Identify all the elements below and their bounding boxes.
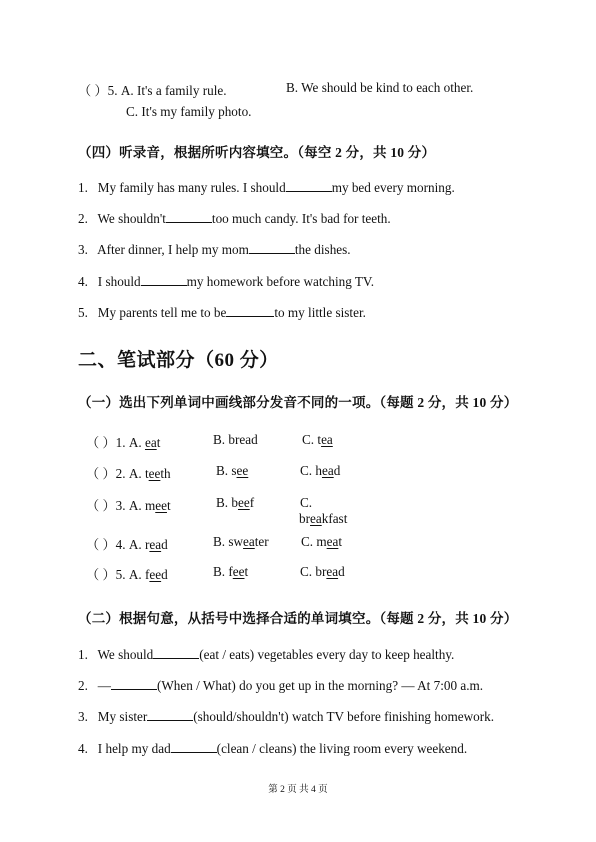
item-number: 3. [78,709,88,724]
word-part: th [160,466,171,481]
underlined-letters: ee [237,495,250,510]
pronunciation-row-3-option-c-word [299,511,347,527]
word-part: B. b [216,495,238,510]
answer-blank[interactable] [153,647,199,659]
section-4-title: （四）听录音，根据所听内容填空。（每空 2 分，共 10 分） [78,145,436,160]
word-part: d [338,564,345,579]
word-part: t [144,466,149,481]
item-number: 4. [78,274,88,289]
word-part: d [251,432,258,447]
word-part: C. h [300,463,322,478]
fill-item-4 [78,741,467,757]
item-text-before: My sister [97,709,148,724]
word-part: t [244,564,249,579]
answer-blank[interactable] [226,305,274,317]
word-part: ea [239,432,252,447]
pronunciation-row-3-option-a [86,495,171,514]
item-text-after: (clean / cleans) the living room every weekend. [216,741,468,756]
underlined-letters: ee [232,564,245,579]
pronunciation-row-4-option-c [301,534,342,550]
word-part: C. br [300,564,327,579]
item-text-after: (When / What) do you get up in the morning? — At 7:00 a.m. [156,678,484,693]
underlined-letters: ee [236,463,249,478]
row-number: （ ）2. A. [86,466,145,481]
item-number: 3. [78,242,88,257]
pronunciation-row-5-option-c [300,564,345,580]
pronunciation-row-1-option-c [302,432,333,448]
underlined-letters: ea [326,564,339,579]
word-part: t [156,435,161,450]
item-number: 1. [78,647,88,662]
item-text-after: my homework before watching TV. [186,274,375,289]
item-number: 5. [78,305,88,320]
pronunciation-row-5-option-a [86,564,168,583]
page-footer: 第 2 页 共 4 页 [268,785,328,795]
answer-blank[interactable] [286,180,332,192]
row-number: （ ）4. A. [86,537,145,552]
answer-blank[interactable] [147,709,193,721]
word-part: br [299,511,310,526]
word-part: t [338,534,343,549]
underlined-letters: ee [148,466,161,481]
item-text-before: We shouldn't [97,211,166,226]
top-question-5-prefix: （ ）5. A. It's a family rule. [78,83,227,98]
pronunciation-row-2-option-b [216,463,248,479]
top-question-5 [78,80,227,99]
answer-blank[interactable] [166,211,212,223]
pronunciation-row-4-option-a [86,534,168,553]
top-question-5-option-c: C. It's my family photo. [126,104,252,119]
underlined-letters: ee [149,567,162,582]
row-number: （ ）3. A. [86,498,145,513]
underlined-letters: ea [243,534,255,549]
item-text-before: My family has many rules. I should [97,180,286,195]
listening-item-2 [78,211,391,227]
row-number: （ ）5. A. [86,567,145,582]
pronunciation-row-1-option-b [213,432,258,448]
underlined-letters: ea [321,432,333,447]
word-part: B. br [213,432,240,447]
item-text-after: my bed every morning. [331,180,455,195]
pronunciation-row-4-option-b [213,534,269,550]
word-part: kfast [321,511,348,526]
item-text-after: the dishes. [294,242,351,257]
word-part: t [166,498,171,513]
fill-item-2 [78,678,483,694]
part-2-heading: 二、笔试部分（60 分） [78,350,279,371]
word-part: B. f [213,564,233,579]
word-part: B. sw [213,534,244,549]
item-number: 2. [78,678,88,693]
listening-item-4 [78,274,374,290]
item-text-after: too much candy. It's bad for teeth. [211,211,391,226]
answer-blank[interactable] [249,242,295,254]
item-number: 1. [78,180,88,195]
item-text-before: I should [97,274,141,289]
pronunciation-row-3-option-b [216,495,254,511]
item-text-before: My parents tell me to be [97,305,227,320]
pronunciation-row-5-option-b [213,564,248,580]
word-part: d [161,567,168,582]
pronunciation-row-1-option-a [86,432,160,451]
section-b-title: （二）根据句意，从括号中选择合适的单词填空。（每题 2 分，共 10 分） [78,611,518,626]
section-a-title: （一）选出下列单词中画线部分发音不同的一项。（每题 2 分，共 10 分） [78,395,518,410]
word-part: m [144,498,156,513]
item-text-after: (eat / eats) vegetables every day to keep healthy. [199,647,455,662]
word-part: ter [254,534,269,549]
word-part: f [249,495,255,510]
word-part: C. m [301,534,327,549]
underlined-letters: ea [144,435,157,450]
top-question-5-option-b: B. We should be kind to each other. [286,80,474,95]
underlined-letters: ee [155,498,167,513]
word-part: d [161,537,168,552]
item-number: 4. [78,741,88,756]
pronunciation-row-2-option-c [300,463,340,479]
item-text-before: I help my dad [97,741,171,756]
listening-item-1 [78,180,455,196]
item-number: 2. [78,211,88,226]
item-text-before: We should [97,647,154,662]
item-text-after: to my little sister. [274,305,366,320]
answer-blank[interactable] [141,274,187,286]
item-text-after: (should/shouldn't) watch TV before finishing homework. [193,709,494,724]
word-part: B. s [216,463,237,478]
pronunciation-row-2-option-a [86,463,171,482]
listening-item-5 [78,305,366,321]
word-part: d [333,463,341,478]
listening-item-3 [78,242,351,258]
answer-blank[interactable] [111,678,157,690]
item-text-before: After dinner, I help my mom [97,242,249,257]
underlined-letters: ea [321,463,334,478]
word-part: r [144,537,150,552]
underlined-letters: ea [326,534,339,549]
fill-item-1 [78,647,454,663]
item-text-before: — [97,678,111,693]
word-part: f [144,567,150,582]
fill-item-3 [78,709,494,725]
pronunciation-row-3-option-c-label: C. [300,495,313,510]
row-number: （ ）1. A. [86,435,145,450]
word-part: C. t [302,432,322,447]
underlined-letters: ea [310,511,322,526]
underlined-letters: ea [149,537,162,552]
answer-blank[interactable] [171,741,217,753]
